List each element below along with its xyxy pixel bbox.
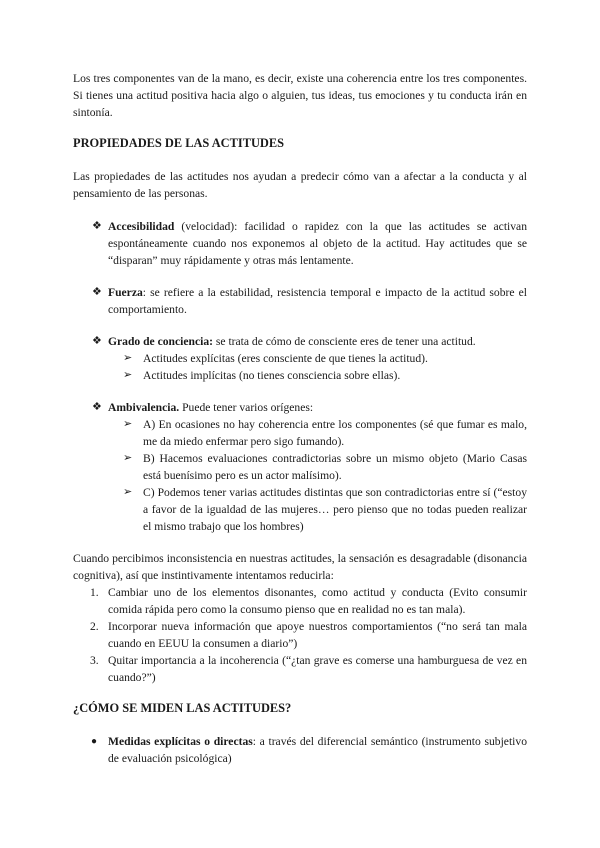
arrow-bullet-icon: ➢ (123, 486, 133, 498)
conciencia-sublist (108, 350, 527, 384)
dissonance-step (73, 618, 527, 652)
section-title-measurement: ¿CÓMO SE MIDEN LAS ACTITUDES? (73, 701, 292, 715)
sub-list-item (108, 367, 527, 384)
property-ambivalencia (73, 399, 527, 535)
dissonance-paragraph: Cuando percibimos inconsistencia en nuestras actitudes, la sensación es desagradable (disonancia cognitiva), así que instintivamente intentamos reducirla: (73, 552, 527, 582)
section-title-properties: PROPIEDADES DE LAS ACTITUDES (73, 136, 285, 150)
diamond-bullet-icon: ❖ (92, 335, 102, 347)
property-text: Puede tener varios orígenes: (179, 401, 314, 414)
document-page (73, 70, 527, 767)
step-text: Cambiar uno de los elementos disonantes, como actitud y conducta (Evito consumir comida rápida pero como la consumo pienso que en realidad no es tan mala). (108, 586, 527, 616)
sub-list-item (108, 484, 527, 535)
sub-list-item (108, 450, 527, 484)
measurement-list (73, 733, 527, 767)
step-number: 2. (90, 620, 99, 633)
arrow-bullet-icon: ➢ (123, 452, 133, 464)
sub-item-text: C) Podemos tener varias actitudes distintas que son contradictorias entre sí (“estoy a favor de la igualdad de las mujeres… pero pienso que no todas pueden realizar el mismo trabajo que los hombres) (143, 486, 527, 533)
property-term: Grado de conciencia: (108, 335, 213, 348)
property-term: Ambivalencia. (108, 401, 180, 414)
dissonance-step (73, 584, 527, 618)
measurement-text: : a través del diferencial semántico (instrumento subjetivo de evaluación psicológica) (108, 735, 527, 765)
measurement-term: Medidas explícitas o directas (108, 735, 253, 748)
property-text: se trata de cómo de consciente eres de tener una actitud. (212, 335, 476, 348)
arrow-bullet-icon: ➢ (123, 352, 133, 364)
step-number: 3. (90, 654, 99, 667)
arrow-bullet-icon: ➢ (123, 369, 133, 381)
dissonance-steps-list (73, 584, 527, 686)
measurement-item (73, 733, 527, 767)
property-grado-conciencia (73, 333, 527, 384)
step-number: 1. (90, 586, 99, 599)
sub-list-item (108, 350, 527, 367)
property-accesibilidad (73, 218, 527, 269)
sub-list-item (108, 416, 527, 450)
property-text: (velocidad): facilidad o rapidez con la que las actitudes se activan espontáneamente cuando nos exponemos al objeto de la actitud. Hay actitudes que se “disparan” muy rápidamente y otras más lentamente. (108, 220, 527, 267)
diamond-bullet-icon: ❖ (92, 286, 102, 298)
sub-item-text: Actitudes explícitas (eres consciente de que tienes la actitud). (143, 352, 428, 365)
step-text: Incorporar nueva información que apoye nuestros comportamientos (“no será tan mala cuando en EEUU la consumen a diario”) (108, 620, 527, 650)
dot-bullet-icon: ● (91, 736, 98, 747)
ambivalencia-sublist (108, 416, 527, 535)
sub-item-text: B) Hacemos evaluaciones contradictorias sobre un mismo objeto (Mario Casas está buenísimo pero es un actor malísimo). (143, 452, 527, 482)
step-text: Quitar importancia a la incoherencia (“¿tan grave es comerse una hamburguesa de vez en cuando?”) (108, 654, 527, 684)
sub-item-text: A) En ocasiones no hay coherencia entre los componentes (sé que fumar es malo, me da miedo enfermar pero sigo fumando). (143, 418, 527, 448)
properties-list (73, 218, 527, 535)
section-lead-paragraph: Las propiedades de las actitudes nos ayudan a predecir cómo van a afectar a la conducta y al pensamiento de las personas. (73, 170, 527, 200)
property-term: Accesibilidad (108, 220, 175, 233)
property-text: : se refiere a la estabilidad, resistencia temporal e impacto de la actitud sobre el comportamiento. (108, 286, 527, 316)
intro-paragraph: Los tres componentes van de la mano, es decir, existe una coherencia entre los tres componentes. Si tienes una actitud positiva hacia algo o alguien, tus ideas, tus emociones y tu conducta irán en sintonía. (73, 72, 527, 119)
property-fuerza (73, 284, 527, 318)
diamond-bullet-icon: ❖ (92, 401, 102, 413)
dissonance-step (73, 652, 527, 686)
diamond-bullet-icon: ❖ (92, 220, 102, 232)
arrow-bullet-icon: ➢ (123, 418, 133, 430)
sub-item-text: Actitudes implícitas (no tienes consciencia sobre ellas). (143, 369, 401, 382)
property-term: Fuerza (108, 286, 143, 299)
